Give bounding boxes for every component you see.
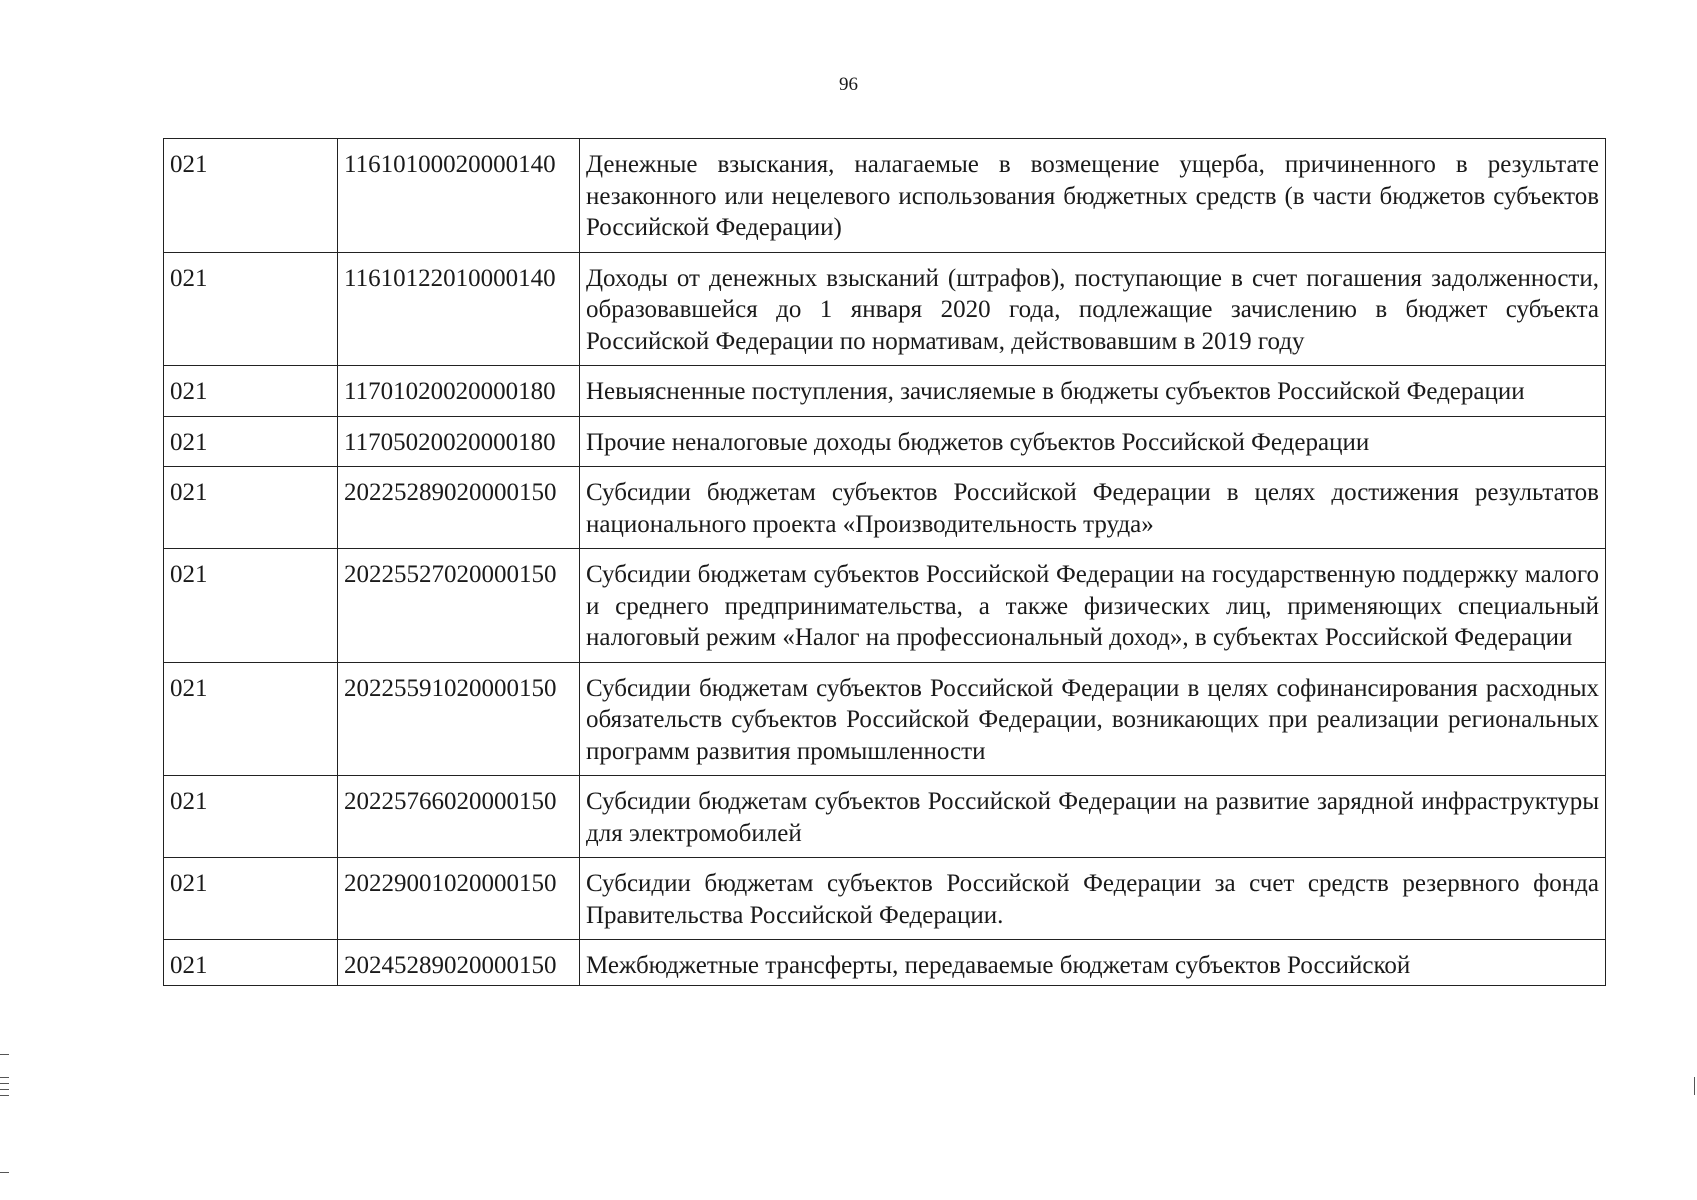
administrator-code-cell: 021 bbox=[164, 940, 338, 986]
revenue-code-cell: 20225766020000150 bbox=[338, 776, 580, 858]
revenue-code-cell: 20225591020000150 bbox=[338, 662, 580, 776]
revenue-code-cell: 20229001020000150 bbox=[338, 858, 580, 940]
scan-edge-mark bbox=[0, 1083, 9, 1084]
scan-edge-mark bbox=[0, 1077, 9, 1078]
table-row bbox=[164, 549, 1606, 663]
revenue-description-cell: Межбюджетные трансферты, передаваемые бюджетам субъектов Российской bbox=[580, 940, 1606, 986]
revenue-description-cell: Субсидии бюджетам субъектов Российской Федерации в целях софинансирования расходных обязательств субъектов Российской Федерации, возникающих при реализации региональных программ развития промышленности bbox=[580, 662, 1606, 776]
revenue-code-cell: 11610122010000140 bbox=[338, 252, 580, 366]
revenue-code-cell: 11701020020000180 bbox=[338, 366, 580, 417]
table-row bbox=[164, 662, 1606, 776]
revenue-description-cell: Субсидии бюджетам субъектов Российской Федерации за счет средств резервного фонда Правительства Российской Федерации. bbox=[580, 858, 1606, 940]
administrator-code-cell: 021 bbox=[164, 416, 338, 467]
revenue-description-cell: Доходы от денежных взысканий (штрафов), поступающие в счет погашения задолженности, образовавшейся до 1 января 2020 года, подлежащие зачислению в бюджет субъекта Российской Федерации по нормативам, действовавшим в 2019 году bbox=[580, 252, 1606, 366]
administrator-code-cell: 021 bbox=[164, 467, 338, 549]
table-row bbox=[164, 940, 1606, 986]
revenue-code-cell: 11610100020000140 bbox=[338, 139, 580, 253]
revenue-description-cell: Денежные взыскания, налагаемые в возмещение ущерба, причиненного в результате незаконного или нецелевого использования бюджетных средств (в части бюджетов субъектов Российской Федерации) bbox=[580, 139, 1606, 253]
scan-edge-mark bbox=[0, 1172, 9, 1173]
revenue-code-cell: 20225527020000150 bbox=[338, 549, 580, 663]
revenue-description-cell: Субсидии бюджетам субъектов Российской Федерации в целях достижения результатов национального проекта «Производительность труда» bbox=[580, 467, 1606, 549]
scan-edge-mark bbox=[0, 1095, 9, 1096]
administrator-code-cell: 021 bbox=[164, 366, 338, 417]
page-number: 96 bbox=[839, 74, 858, 95]
administrator-code-cell: 021 bbox=[164, 776, 338, 858]
revenue-description-cell: Прочие неналоговые доходы бюджетов субъектов Российской Федерации bbox=[580, 416, 1606, 467]
administrator-code-cell: 021 bbox=[164, 662, 338, 776]
table-row bbox=[164, 858, 1606, 940]
administrator-code-cell: 021 bbox=[164, 549, 338, 663]
revenue-code-cell: 20245289020000150 bbox=[338, 940, 580, 986]
table-row bbox=[164, 252, 1606, 366]
table-row bbox=[164, 139, 1606, 253]
table-row bbox=[164, 467, 1606, 549]
revenue-description-cell: Субсидии бюджетам субъектов Российской Федерации на развитие зарядной инфраструктуры для электромобилей bbox=[580, 776, 1606, 858]
revenue-description-cell: Невыясненные поступления, зачисляемые в бюджеты субъектов Российской Федерации bbox=[580, 366, 1606, 417]
table-row bbox=[164, 776, 1606, 858]
scan-edge-mark bbox=[0, 1089, 9, 1090]
budget-classification-table bbox=[163, 138, 1606, 986]
revenue-code-cell: 20225289020000150 bbox=[338, 467, 580, 549]
table-row bbox=[164, 366, 1606, 417]
table-row bbox=[164, 416, 1606, 467]
administrator-code-cell: 021 bbox=[164, 252, 338, 366]
administrator-code-cell: 021 bbox=[164, 139, 338, 253]
scan-edge-mark bbox=[0, 1054, 9, 1055]
revenue-code-cell: 11705020020000180 bbox=[338, 416, 580, 467]
revenue-description-cell: Субсидии бюджетам субъектов Российской Федерации на государственную поддержку малого и среднего предпринимательства, а также физических лиц, применяющих специальный налоговый режим «Налог на профессиональный доход», в субъектах Российской Федерации bbox=[580, 549, 1606, 663]
scan-edge-mark bbox=[1694, 1077, 1695, 1095]
administrator-code-cell: 021 bbox=[164, 858, 338, 940]
